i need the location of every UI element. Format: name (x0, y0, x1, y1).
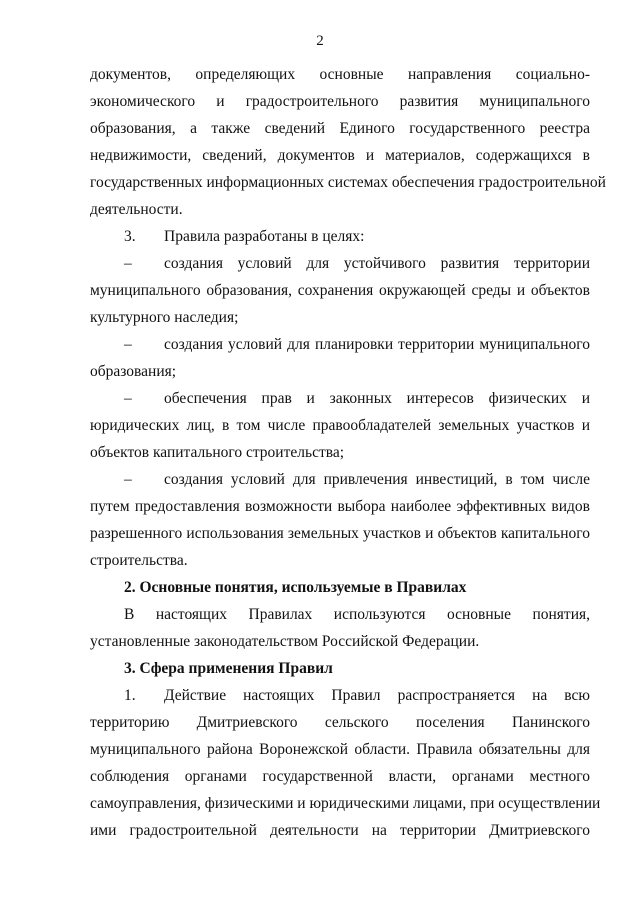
dash-bullet: – (124, 471, 132, 488)
paragraph-line: В настоящих Правилах используются основные понятия, (124, 606, 590, 623)
paragraph-line: территорию Дмитриевского сельского поселения Панинского (90, 714, 590, 731)
page-number: 2 (316, 33, 324, 49)
section-heading: 3. Сфера применения Правил (124, 660, 333, 677)
dash-bullet: – (124, 255, 132, 272)
paragraph-line: образования, а также сведений Единого государственного реестра (90, 120, 590, 137)
item-text: Правила разработаны в целях: (164, 228, 365, 245)
section-heading: 2. Основные понятия, используемые в Правилах (124, 579, 467, 596)
paragraph-line: ими градостроительной деятельности на территории Дмитриевского (90, 822, 590, 839)
paragraph-line: установленные законодательством Российской Федерации. (90, 633, 480, 650)
paragraph-line: образования; (90, 363, 177, 380)
paragraph-line: юридических лиц, в том числе правообладателей земельных участков и (90, 417, 590, 434)
paragraph-line: разрешенного использования земельных участков и объектов капитального (90, 525, 590, 542)
paragraph-line: недвижимости, сведений, документов и материалов, содержащихся в (90, 147, 590, 164)
list-item-text: создания условий для планировки территории муниципального (164, 336, 590, 353)
paragraph-line: муниципального образования, сохранения окружающей среды и объектов (90, 282, 590, 299)
item-text: Действие настоящих Правил распространяется на всю (164, 687, 590, 704)
list-item-text: обеспечения прав и законных интересов физических и (164, 390, 590, 407)
dash-bullet: – (124, 336, 132, 353)
paragraph-line: культурного наследия; (90, 309, 239, 326)
item-number: 1. (124, 687, 136, 704)
paragraph-line: документов, определяющих основные направления социально- (90, 66, 590, 83)
paragraph-line: государственных информационных системах обеспечения градостроительной (90, 174, 606, 191)
item-number: 3. (124, 228, 136, 245)
list-item-text: создания условий для привлечения инвестиций, в том числе (164, 471, 590, 488)
paragraph-line: соблюдения органами государственной власти, органами местного (90, 768, 590, 785)
paragraph-line: самоуправления, физическими и юридическими лицами, при осуществлении (90, 795, 601, 812)
paragraph-line: экономического и градостроительного развития муниципального (90, 93, 590, 110)
paragraph-line: муниципального района Воронежской области. Правила обязательны для (90, 741, 590, 758)
paragraph-line: деятельности. (90, 201, 183, 218)
paragraph-line: строительства. (90, 552, 188, 569)
list-item-text: создания условий для устойчивого развития территории (164, 255, 590, 272)
paragraph-line: путем предоставления возможности выбора наиболее эффективных видов (90, 498, 590, 515)
dash-bullet: – (124, 390, 132, 407)
paragraph-line: объектов капитального строительства; (90, 444, 345, 461)
